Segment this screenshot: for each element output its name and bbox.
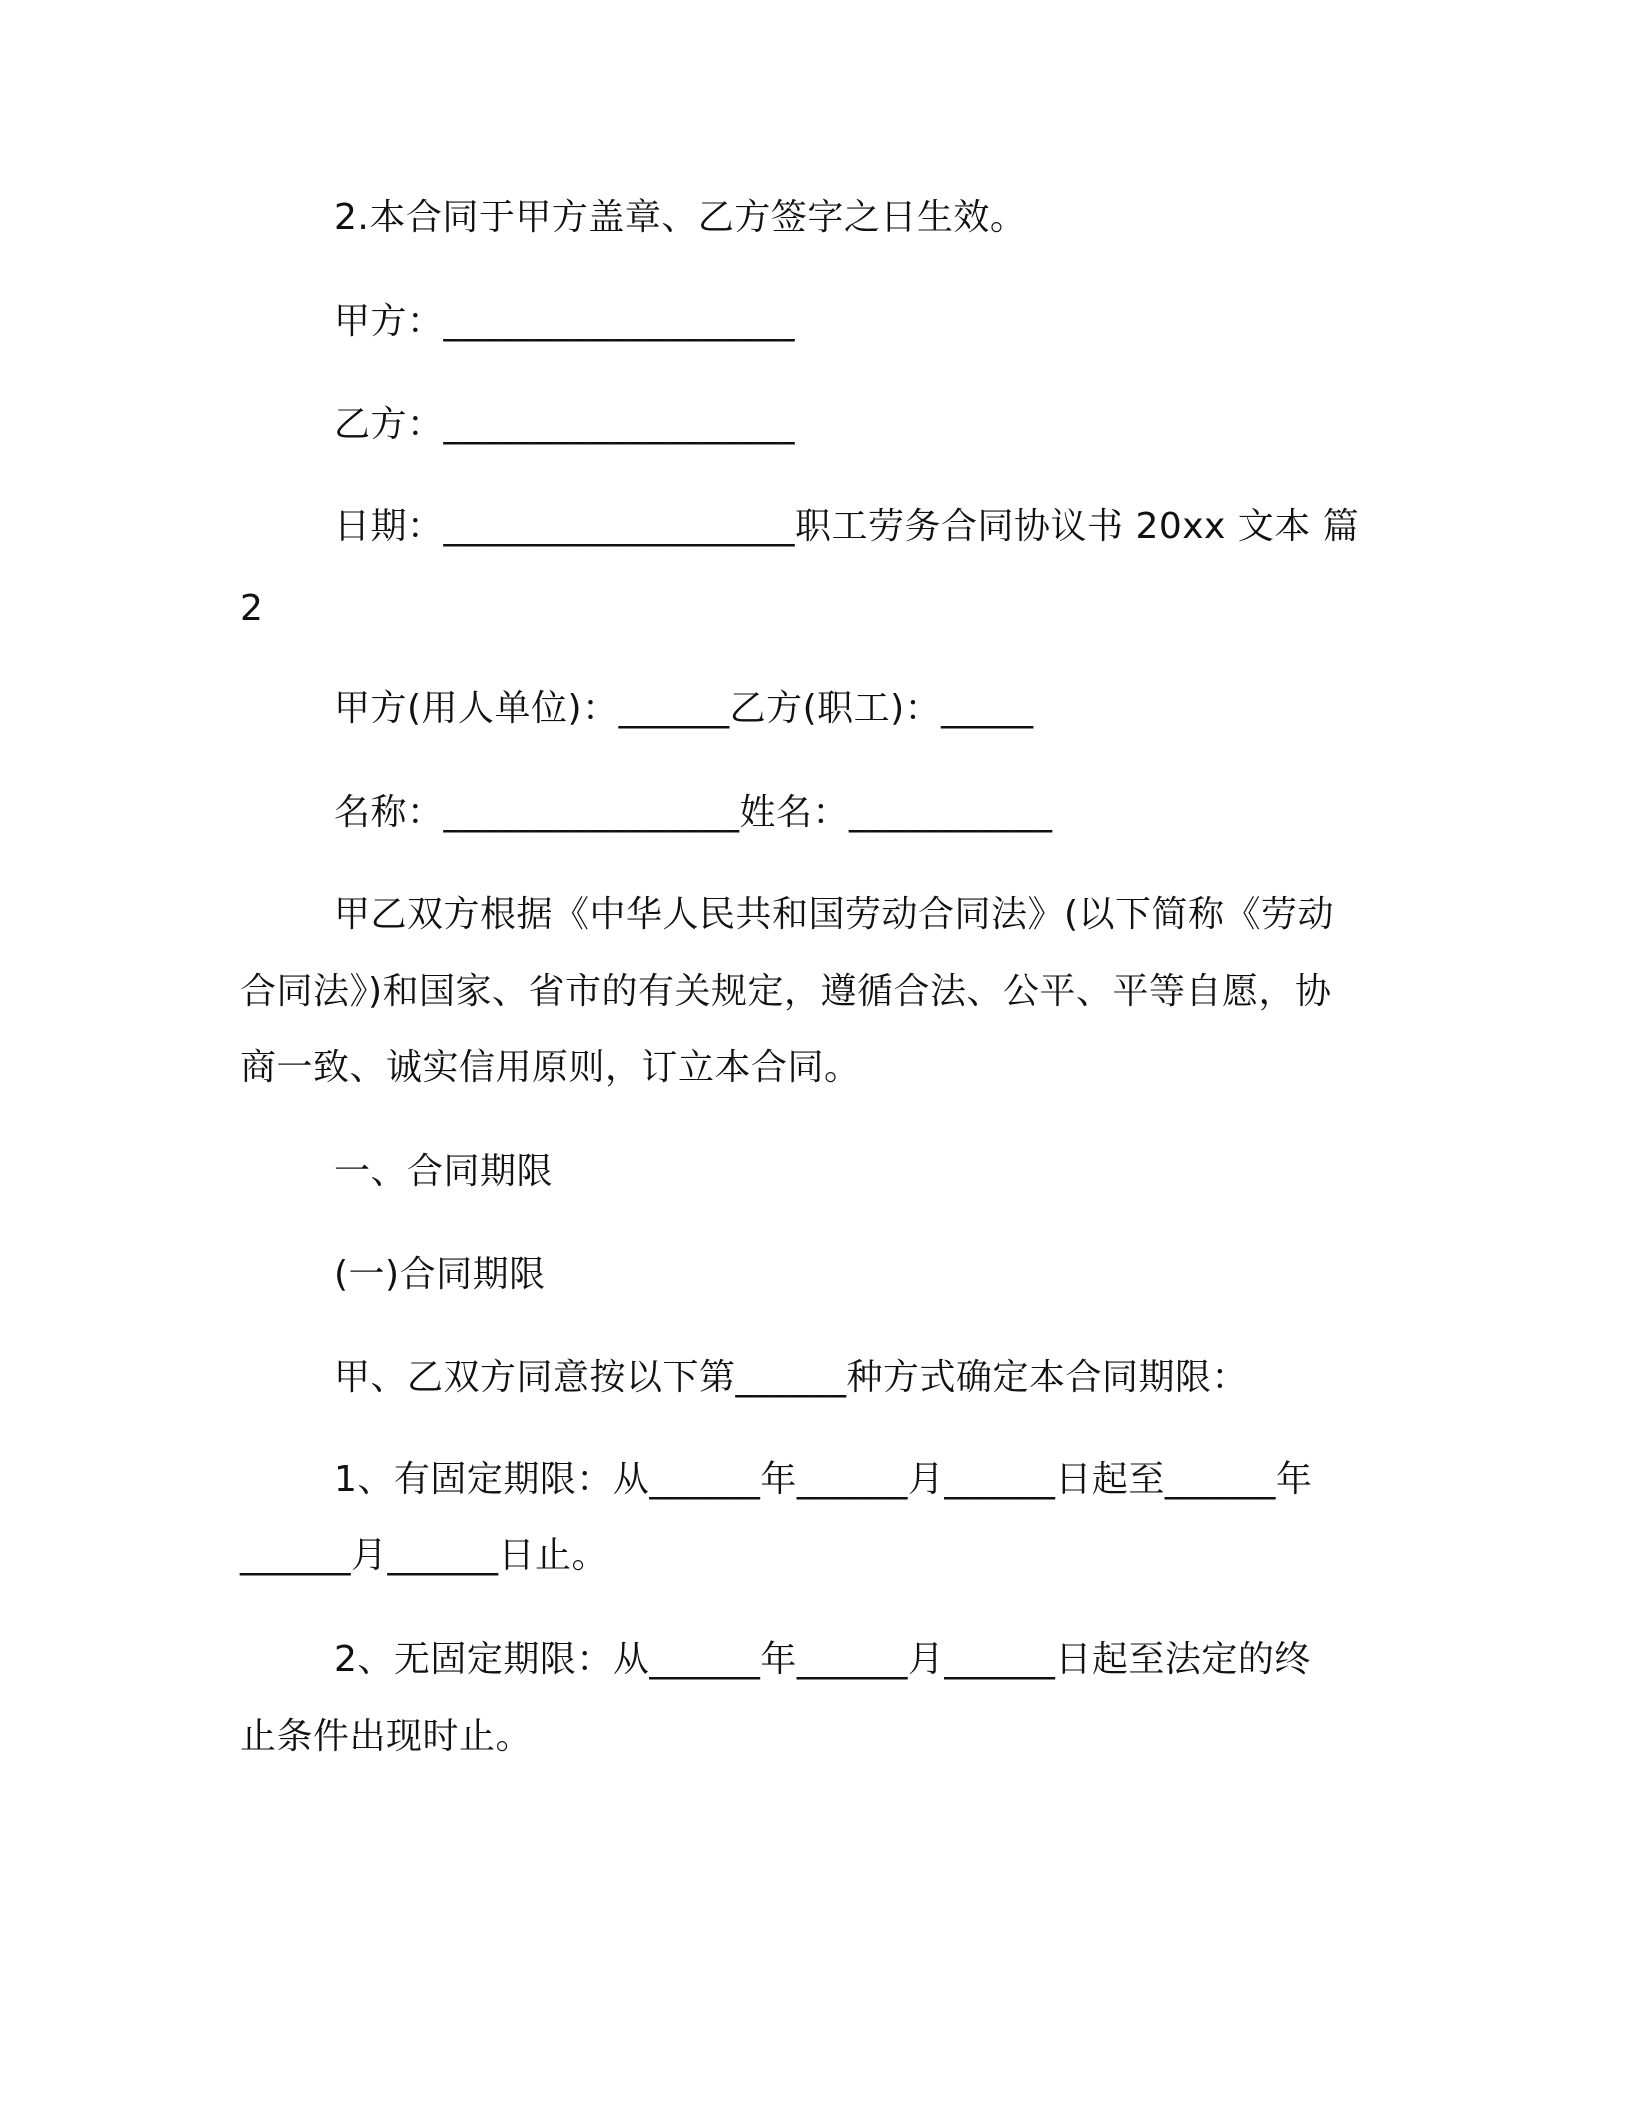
fixed-term-line-1: 1、有固定期限：从______年______月______日起至______年 [334, 1459, 1313, 1500]
fixed-term-line-2: ______月______日止。 [240, 1535, 609, 1576]
party-b-signature-line: 乙方：___________________ [334, 404, 796, 445]
subsection-heading-term: (一)合同期限 [334, 1254, 546, 1295]
open-term-line-2: 止条件出现时止。 [240, 1716, 533, 1757]
section-heading-term: 一、合同期限 [334, 1151, 554, 1192]
preamble-line-1: 甲乙双方根据《中华人民共和国劳动合同法》(以下简称《劳动 [334, 894, 1335, 935]
preamble-line-2: 合同法》)和国家、省市的有关规定，遵循合法、公平、平等自愿，协 [240, 971, 1332, 1012]
clause-effective: 2.本合同于甲方盖章、乙方签字之日生效。 [334, 197, 1027, 238]
name-line: 名称：________________姓名：___________ [334, 792, 1053, 833]
open-term-line-1: 2、无固定期限：从______年______月______日起至法定的终 [334, 1639, 1311, 1680]
date-line-with-title: 日期：___________________职工劳务合同协议书 20xx 文本 篇 [334, 506, 1360, 547]
title-continuation: 2 [240, 588, 264, 629]
term-method-line: 甲、乙双方同意按以下第______种方式确定本合同期限： [334, 1357, 1249, 1398]
party-a-signature-line: 甲方：___________________ [334, 301, 796, 342]
parties-header-line: 甲方(用人单位)：______乙方(职工)：_____ [334, 688, 1034, 729]
preamble-line-3: 商一致、诚实信用原则，订立本合同。 [240, 1047, 861, 1088]
